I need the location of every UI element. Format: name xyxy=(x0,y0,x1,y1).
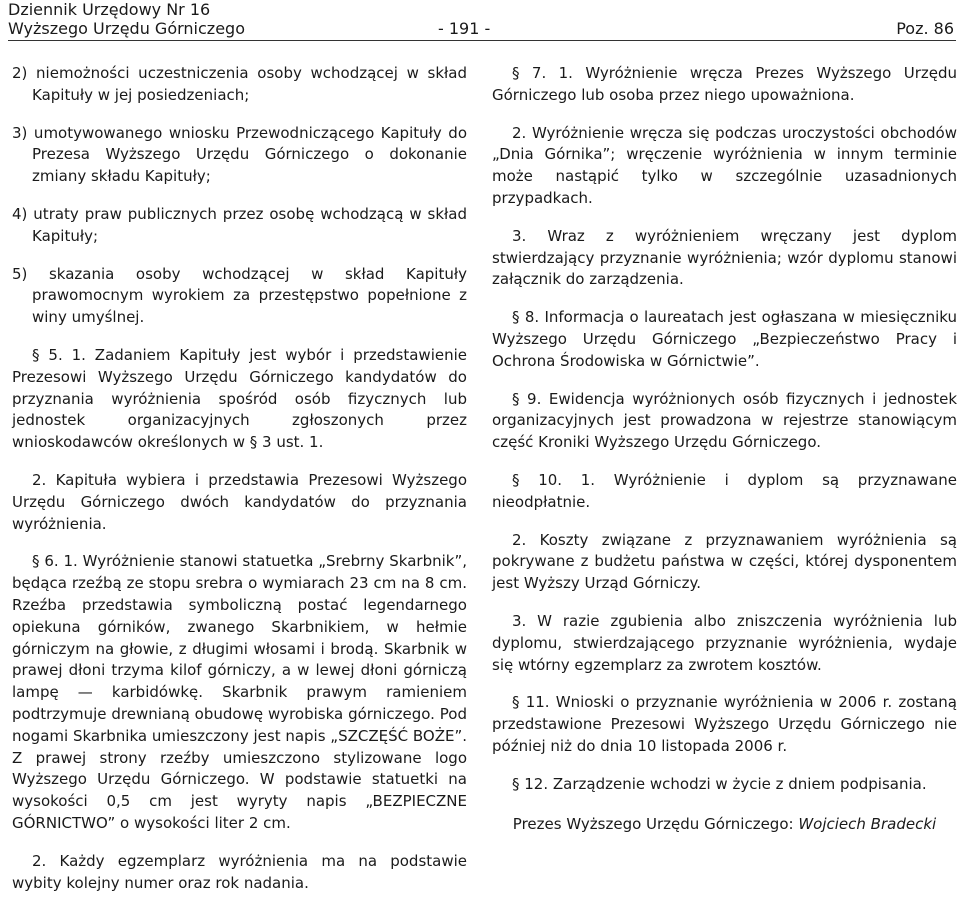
paragraph: 2. Każdy egzemplarz wyróżnienia ma na podstawie wybity kolejny numer oraz rok nadania. xyxy=(12,851,467,892)
paragraph: § 8. Informacja o laureatach jest ogłaszana w miesięczniku Wyższego Urzędu Górniczego „Bezpieczeństwo Pracy i Ochrona Środowiska w Górnictwie”. xyxy=(492,308,957,370)
page-header xyxy=(8,0,956,40)
paragraph: § 7. 1. Wyróżnienie wręcza Prezes Wyższego Urzędu Górniczego lub osoba przez niego upoważniona. xyxy=(492,64,957,104)
paragraph: § 12. Zarządzenie wchodzi w życie z dniem podpisania. xyxy=(512,774,927,793)
paragraph: 3. W razie zgubienia albo zniszczenia wyróżnienia lub dyplomu, stwierdzającego przyznanie wyróżnienia, wydaje się wtórny egzemplarz za zwrotem kosztów. xyxy=(492,611,957,674)
issuer-name: Wyższego Urzędu Górniczego xyxy=(8,19,245,38)
list-item: 2) niemożności uczestniczenia osoby wchodzącej w skład Kapituły w jej posiedzeniach; xyxy=(12,64,467,104)
signature-block xyxy=(492,814,957,836)
signature-title: Prezes Wyższego Urzędu Górniczego: xyxy=(512,814,794,833)
paragraph: § 5. 1. Zadaniem Kapituły jest wybór i przedstawienie Prezesowi Wyższego Urzędu Górniczego kandydatów do przyznania wyróżnienia spośród osób fizycznych lub jednostek organizacyjnych zgłoszonych przez wnioskodawców określonych w § 3 ust. 1. xyxy=(12,345,467,452)
right-column xyxy=(492,63,957,851)
left-column xyxy=(12,63,467,910)
paragraph: § 9. Ewidencja wyróżnionych osób fizycznych i jednostek organizacyjnych jest prowadzona w rejestrze stanowiącym część Kroniki Wyższego Urzędu Górniczego. xyxy=(492,389,957,452)
journal-title: Dziennik Urzędowy Nr 16 xyxy=(8,0,211,19)
signature-name: Wojciech Bradecki xyxy=(798,814,937,833)
header-rule xyxy=(8,40,956,41)
position-number: Poz. 86 xyxy=(896,19,954,38)
paragraph: 2. Wyróżnienie wręcza się podczas uroczystości obchodów „Dnia Górnika”; wręczenie wyróżnienia w innym terminie może nastąpić tylko w szczególnie uzasadnionych przypadkach. xyxy=(492,123,957,207)
paragraph: § 10. 1. Wyróżnienie i dyplom są przyznawane nieodpłatnie. xyxy=(492,470,957,511)
paragraph: 3. Wraz z wyróżnieniem wręczany jest dyplom stwierdzający przyznanie wyróżnienia; wzór dyplomu stanowi załącznik do zarządzenia. xyxy=(492,226,957,289)
list-item: 3) umotywowanego wniosku Przewodniczącego Kapituły do Prezesa Wyższego Urzędu Górniczego o dokonanie zmiany składu Kapituły; xyxy=(12,123,467,186)
paragraph: § 11. Wnioski o przyznanie wyróżnienia w 2006 r. zostaną przedstawione Prezesowi Wyższego Urzędu Górniczego nie później niż do dnia 10 listopada 2006 r. xyxy=(492,693,957,755)
list-item: 4) utraty praw publicznych przez osobę wchodzącą w skład Kapituły; xyxy=(12,204,467,245)
paragraph: 2. Koszty związane z przyznawaniem wyróżnienia są pokrywane z budżetu państwa w części, której dysponentem jest Wyższy Urząd Górniczy. xyxy=(492,530,957,593)
page-number: - 191 - xyxy=(438,19,491,38)
paragraph: § 6. 1. Wyróżnienie stanowi statuetka „Srebrny Skarbnik”, będąca rzeźbą ze stopu srebra o wymiarach 23 cm na 8 cm. Rzeźba przedstawia symboliczną postać legendarnego opiekuna górników, zwanego Skarbnikiem, w hełmie górniczym na głowie, z długimi włosami i brodą. Skarbnik w prawej dłoni trzyma kilof górniczy, a w lewej dłoni górniczą lampę — karbidówkę. Skarbnik prawym ramieniem podtrzymuje drewnianą obudowę wyrobiska górniczego. Pod nogami Skarbnika umieszczony jest napis „SZCZĘŚĆ BOŻE”. Z prawej strony rzeźby umieszczono stylizowane logo Wyższego Urzędu Górniczego. W podstawie statuetki na wysokości 0,5 cm jest wyryty napis „BEZPIECZNE GÓRNICTWO” o wysokości liter 2 cm. xyxy=(12,552,467,832)
paragraph: 2. Kapituła wybiera i przedstawia Prezesowi Wyższego Urzędu Górniczego dwóch kandydatów do przyznania wyróżnienia. xyxy=(12,470,467,533)
list-item: 5) skazania osoby wchodzącej w skład Kapituły prawomocnym wyrokiem za przestępstwo popełnione z winy umyślnej. xyxy=(12,264,467,327)
